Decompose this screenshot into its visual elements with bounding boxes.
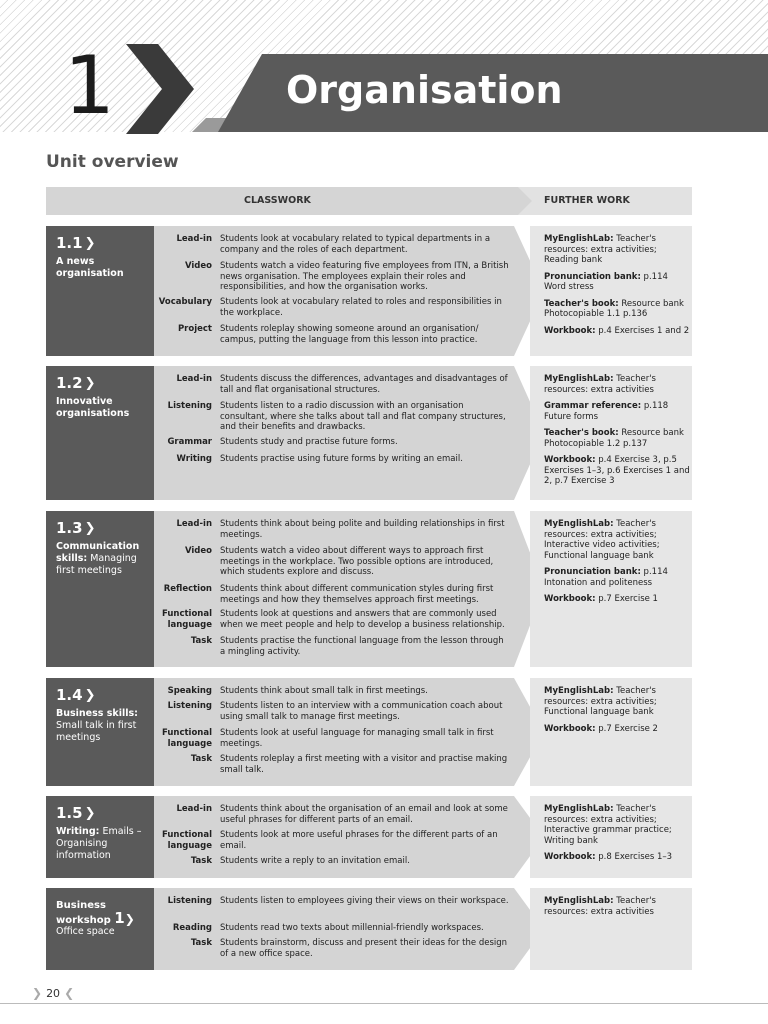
workshop-title: Business workshop bbox=[56, 900, 111, 926]
activity-label: Functional language bbox=[161, 830, 212, 851]
activity-text: Students study and practise future forms. bbox=[220, 437, 398, 447]
lesson-row bbox=[46, 511, 692, 667]
further-work-list bbox=[544, 374, 690, 493]
further-work-text: Teacher's resources: extra activities; Reading bank bbox=[544, 234, 657, 265]
activity-text: Students listen to employees giving their views on their workspace. bbox=[220, 896, 509, 906]
lesson-number bbox=[56, 686, 95, 704]
lesson-row bbox=[46, 796, 692, 878]
activity-text: Students roleplay a first meeting with a visitor and practise making small talk. bbox=[220, 754, 508, 775]
workshop-number: 1 bbox=[114, 909, 125, 927]
further-work-text: p.7 Exercise 2 bbox=[595, 723, 658, 734]
further-work-text: p.8 Exercises 1–3 bbox=[595, 852, 673, 862]
lesson-number-text: 1.4 bbox=[56, 686, 83, 704]
activity-text: Students practise using future forms by writing an email. bbox=[220, 454, 463, 464]
further-work-source: Workbook: bbox=[544, 594, 596, 604]
activity-label: Reflection bbox=[163, 584, 212, 594]
further-work-item bbox=[544, 567, 690, 588]
further-work-source: Teacher's book: bbox=[544, 428, 619, 438]
lesson-label-panel bbox=[46, 796, 154, 878]
further-work-source: Workbook: bbox=[544, 852, 596, 862]
further-work-text: p.118 Future forms bbox=[544, 401, 669, 422]
further-work-source: MyEnglishLab: bbox=[544, 896, 614, 906]
activity-label: Lead-in bbox=[176, 519, 212, 529]
further-work-item bbox=[544, 299, 690, 320]
further-work-list bbox=[544, 519, 690, 611]
further-work-text: p.4 Exercises 1 and 2 bbox=[595, 325, 690, 336]
further-work-item bbox=[544, 686, 690, 718]
further-work-source: Workbook: bbox=[544, 723, 596, 734]
lesson-row bbox=[46, 226, 692, 356]
lesson-label-panel bbox=[46, 678, 154, 786]
chevron-right-icon: ❯ bbox=[84, 687, 96, 703]
lesson-number bbox=[56, 374, 95, 392]
activity-label: Lead-in bbox=[176, 234, 212, 244]
activity-text: Students practise the functional language from the lesson through a mingling activity. bbox=[220, 636, 504, 657]
lesson-title-bold: A news organisation bbox=[56, 256, 124, 279]
activity-label: Task bbox=[190, 938, 212, 948]
activity-text: Students read two texts about millennial-friendly workspaces. bbox=[220, 923, 484, 933]
lesson-label-panel bbox=[46, 888, 154, 970]
further-work-item bbox=[544, 234, 690, 266]
further-work-list bbox=[544, 686, 690, 740]
further-work-source: Workbook: bbox=[544, 455, 596, 465]
further-work-list bbox=[544, 896, 690, 923]
further-work-source: MyEnglishLab: bbox=[544, 374, 614, 384]
further-work-item bbox=[544, 401, 690, 422]
activity-label: Functional language bbox=[161, 728, 212, 749]
further-work-source: MyEnglishLab: bbox=[544, 519, 614, 529]
page-number: 20 bbox=[46, 986, 61, 1000]
further-work-source: MyEnglishLab: bbox=[544, 686, 614, 696]
activity-text: Students roleplay showing someone around an organisation/ campus, putting the language from this lesson into practice. bbox=[220, 324, 479, 345]
activity-label: Grammar bbox=[167, 437, 212, 447]
activity-label: Vocabulary bbox=[158, 297, 212, 307]
further-work-heading: FURTHER WORK bbox=[544, 195, 630, 206]
activity-text: Students think about the organisation of an email and look at some useful phrases for different parts of an email. bbox=[220, 804, 508, 825]
activity-label: Listening bbox=[167, 401, 212, 411]
further-work-text: Teacher's resources: extra activities bbox=[544, 374, 656, 395]
further-work-text: Resource bank Photocopiable 1.2 p.137 bbox=[544, 428, 684, 449]
workshop-badge bbox=[56, 900, 150, 927]
lesson-title bbox=[56, 256, 150, 280]
further-work-item bbox=[544, 455, 690, 487]
activity-label: Video bbox=[184, 261, 212, 271]
activity-label: Task bbox=[190, 856, 212, 866]
activity-text: Students look at vocabulary related to roles and responsibilities in the workplace. bbox=[220, 297, 502, 318]
further-work-text: Resource bank Photocopiable 1.1 p.136 bbox=[544, 298, 684, 319]
further-work-text: p.114 Word stress bbox=[544, 271, 668, 292]
further-work-list bbox=[544, 804, 690, 869]
further-work-item bbox=[544, 519, 690, 561]
activity-label: Lead-in bbox=[176, 804, 212, 814]
footer-divider bbox=[0, 1003, 768, 1004]
further-work-source: MyEnglishLab: bbox=[544, 234, 614, 244]
activity-text: Students look at useful language for managing small talk in first meetings. bbox=[220, 728, 494, 749]
lesson-row bbox=[46, 888, 692, 970]
activity-text: Students discuss the differences, advantages and disadvantages of tall and flat organisational structures. bbox=[220, 374, 508, 395]
activity-text: Students look at questions and answers that are commonly used when we meet people and help to develop a business relationship. bbox=[220, 609, 505, 630]
lesson-label-panel bbox=[46, 511, 154, 667]
lesson-title bbox=[56, 826, 150, 862]
chevron-left-icon: ❮ bbox=[64, 986, 75, 1000]
classwork-heading: CLASSWORK bbox=[244, 195, 311, 206]
further-work-item bbox=[544, 896, 690, 917]
lesson-number bbox=[56, 234, 95, 252]
activity-text: Students look at vocabulary related to typical departments in a company and the roles of each department. bbox=[220, 234, 491, 255]
activity-label: Writing bbox=[176, 454, 212, 464]
further-work-item bbox=[544, 374, 690, 395]
lesson-row bbox=[46, 366, 692, 500]
further-work-item bbox=[544, 852, 690, 863]
lesson-title bbox=[56, 541, 150, 577]
lesson-number bbox=[56, 519, 95, 537]
activity-text: Students listen to an interview with a communication coach about using small talk to manage first meetings. bbox=[220, 701, 503, 722]
lesson-title-rest: Small talk in first meetings bbox=[56, 720, 137, 743]
page-footer bbox=[32, 986, 74, 1000]
further-work-item bbox=[544, 724, 690, 735]
further-work-source: Grammar reference: bbox=[544, 401, 642, 411]
lesson-title-rest: Managing first meetings bbox=[56, 553, 137, 576]
further-work-item bbox=[544, 428, 690, 449]
lesson-title-bold: Innovative organisations bbox=[56, 396, 130, 419]
further-work-item bbox=[544, 326, 690, 337]
activity-text: Students listen to a radio discussion with an organisation consultant, where she talks about tall and flat company structures, and their benefits and drawbacks. bbox=[220, 401, 506, 432]
lesson-number-text: 1.3 bbox=[56, 519, 83, 537]
activity-label: Task bbox=[190, 636, 212, 646]
further-work-source: MyEnglishLab: bbox=[544, 804, 614, 814]
further-work-source: Pronunciation bank: bbox=[544, 567, 641, 577]
lesson-title-bold: Writing: bbox=[56, 826, 100, 837]
activity-label: Speaking bbox=[167, 686, 212, 696]
activity-text: Students brainstorm, discuss and present their ideas for the design of a new office space. bbox=[220, 938, 508, 959]
lesson-title bbox=[56, 708, 150, 744]
chevron-right-icon bbox=[120, 44, 200, 134]
further-work-source: Teacher's book: bbox=[544, 298, 619, 309]
lesson-title: Office space bbox=[56, 926, 115, 937]
further-work-text: Teacher's resources: extra activities; Interactive video activities; Functional language bank bbox=[544, 519, 660, 561]
lesson-label-panel bbox=[46, 366, 154, 500]
unit-number: 1 bbox=[64, 39, 115, 132]
activity-text: Students think about different communication styles during first meetings and how they themselves approach first meetings. bbox=[220, 584, 494, 605]
lesson-label-panel bbox=[46, 226, 154, 356]
lesson-title-bold: Business skills: bbox=[56, 708, 138, 719]
lesson-number-text: 1.2 bbox=[56, 374, 83, 392]
further-work-item bbox=[544, 804, 690, 846]
activity-label: Functional language bbox=[161, 609, 212, 630]
lesson-number-text: 1.1 bbox=[56, 234, 83, 252]
chevron-right-icon: ❯ bbox=[84, 520, 96, 536]
further-work-text: p.4 Exercise 3, p.5 Exercises 1–3, p.6 Exercises 1 and 2, p.7 Exercise 3 bbox=[544, 455, 690, 486]
activity-text: Students think about being polite and building relationships in first meetings. bbox=[220, 519, 505, 540]
activity-label: Project bbox=[177, 324, 212, 334]
chevron-right-icon: ❯ bbox=[32, 986, 43, 1000]
overview-heading: Unit overview bbox=[46, 152, 179, 172]
lesson-title-rest: Emails – Organising information bbox=[56, 826, 142, 861]
column-header bbox=[46, 187, 692, 215]
further-work-item bbox=[544, 594, 690, 605]
further-work-text: p.7 Exercise 1 bbox=[595, 594, 658, 604]
activity-text: Students watch a video about different ways to approach first meetings in the workplace. Two possible options are introduced, which students explore and discuss. bbox=[220, 546, 494, 577]
unit-title: Organisation bbox=[286, 68, 563, 112]
lesson-number bbox=[56, 804, 95, 822]
activity-text: Students look at more useful phrases for the different parts of an email. bbox=[220, 830, 498, 851]
activity-text: Students think about small talk in first meetings. bbox=[220, 686, 428, 696]
chevron-right-icon: ❯ bbox=[84, 375, 96, 391]
lesson-row bbox=[46, 678, 692, 786]
activity-label: Lead-in bbox=[176, 374, 212, 384]
further-work-text: Teacher's resources: extra activities bbox=[544, 896, 656, 917]
activity-label: Reading bbox=[172, 923, 212, 933]
activity-label: Video bbox=[184, 546, 212, 556]
lesson-number-text: 1.5 bbox=[56, 804, 83, 822]
chevron-right-icon: ❯ bbox=[124, 912, 135, 926]
chevron-right-icon: ❯ bbox=[84, 235, 96, 251]
lesson-title-bold: Communication skills: bbox=[56, 541, 140, 564]
further-work-text: Teacher's resources: extra activities; Functional language bank bbox=[544, 686, 657, 717]
activity-text: Students watch a video featuring five employees from ITN, a British news organisation. The employees explain their roles and responsibilities, and how the organisation works. bbox=[220, 261, 509, 292]
further-work-source: Workbook: bbox=[544, 325, 596, 336]
further-work-text: Teacher's resources: extra activities; Interactive grammar practice; Writing bank bbox=[544, 804, 672, 846]
further-work-item bbox=[544, 272, 690, 293]
activity-text: Students write a reply to an invitation email. bbox=[220, 856, 410, 866]
further-work-source: Pronunciation bank: bbox=[544, 271, 641, 282]
chevron-right-icon: ❯ bbox=[84, 805, 96, 821]
activity-label: Task bbox=[190, 754, 212, 764]
activity-label: Listening bbox=[167, 896, 212, 906]
activity-label: Listening bbox=[167, 701, 212, 711]
lesson-title bbox=[56, 396, 150, 420]
further-work-text: p.114 Intonation and politeness bbox=[544, 567, 668, 588]
further-work-list bbox=[544, 234, 690, 342]
